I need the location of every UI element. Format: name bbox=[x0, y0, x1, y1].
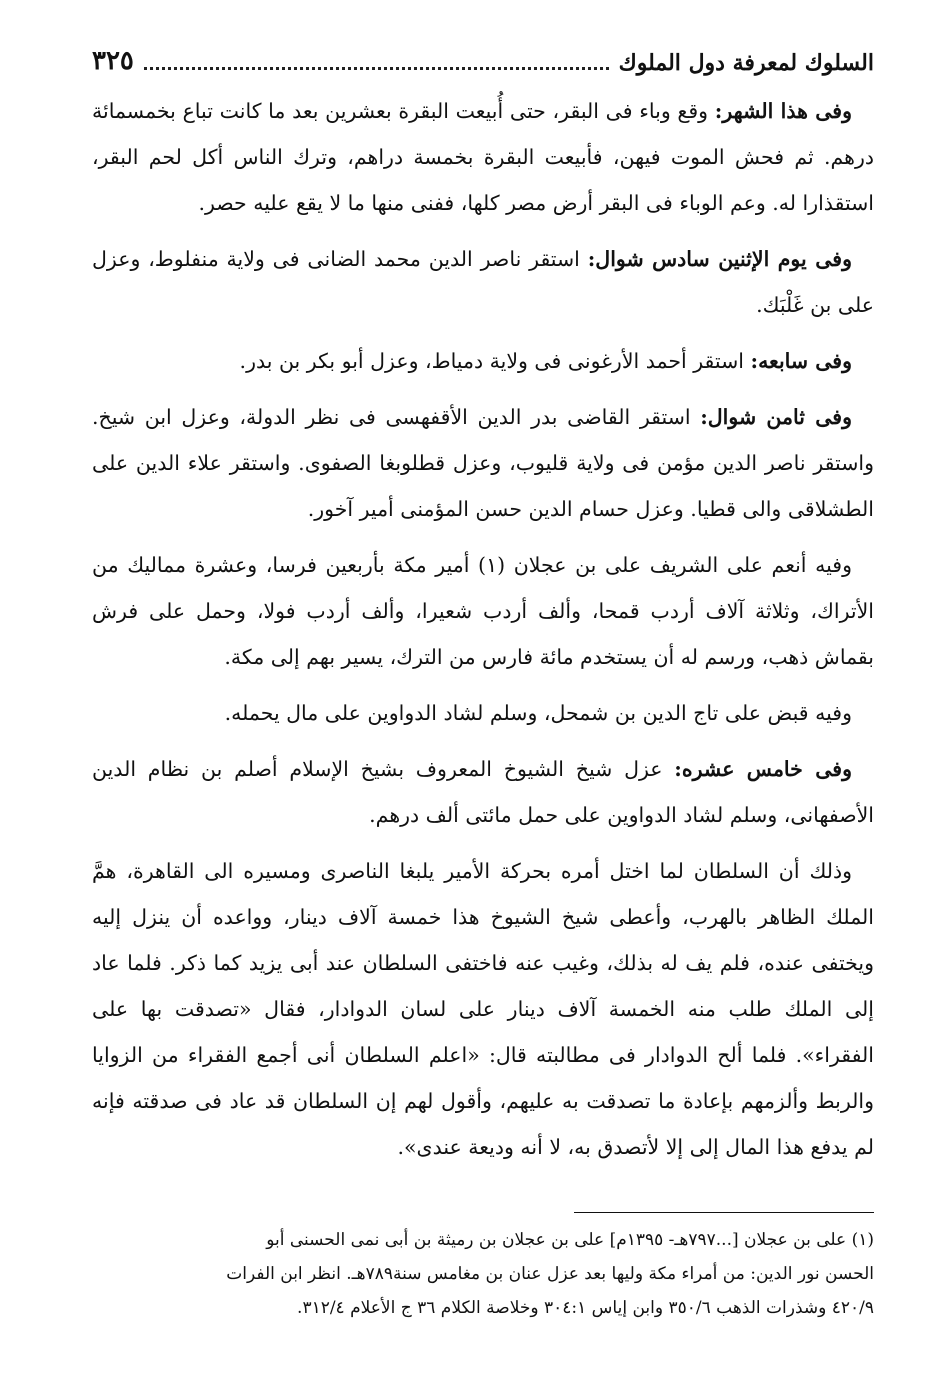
paragraph-text: استقر القاضى بدر الدين الأقفهسى فى نظر الدولة، وعزل ابن شيخ. واستقر ناصر الدين مؤمن فى ولاية قليوب، وعزل قطلوبغا الصفوى. واستقر علاء الدين على الطشلاقى والى قطيا. وعزل حسام الدين حسن المؤمنى أمير آخور. bbox=[92, 405, 874, 521]
paragraph-lead: وفى خامس عشره: bbox=[674, 757, 853, 781]
paragraph-text: استقر أحمد الأرغونى فى ولاية دمياط، وعزل أبو بكر بن بدر. bbox=[239, 349, 751, 373]
paragraph-lead: وفى ثامن شوال: bbox=[700, 405, 852, 429]
paragraph-lead: وفى يوم الإثنين سادس شوال: bbox=[587, 247, 852, 271]
paragraph-text: وفيه قبض على تاج الدين بن شمحل، وسلم لشاد الدواوين على مال يحمله. bbox=[224, 701, 852, 725]
footnote bbox=[92, 1223, 874, 1325]
paragraph-text: وقع وباء فى البقر، حتى أُبيعت البقرة بعشرين بعد ما كانت تباع بخمسمائة درهم. ثم فحش الموت فيهن، فأبيعت البقرة بخمسة دراهم، وترك الناس أكل لحم البقر، استقذارا له. وعم الوباء فى البقر أرض مصر كلها، ففنى منها ما لا يقع عليه حصر. bbox=[92, 99, 874, 215]
paragraph bbox=[92, 690, 874, 736]
paragraph-text: استقر ناصر الدين محمد الضانى فى ولاية منفلوط، وعزل على بن غَلْبَك. bbox=[92, 247, 874, 317]
paragraph bbox=[92, 236, 874, 328]
paragraph bbox=[92, 746, 874, 838]
paragraph-lead: وفى هذا الشهر: bbox=[714, 99, 852, 123]
footnotes bbox=[92, 1223, 874, 1325]
paragraph-text: وفيه أنعم على الشريف على بن عجلان (١) أمير مكة بأربعين فرسا، وعشرة مماليك من الأتراك، وثلاثة آلاف أردب قمحا، وألف أردب شعيرا، وألف أردب فولا، وحمل على فرش بقماش ذهب، ورسم له أن يستخدم مائة فارس من الترك، يسير بهم إلى مكة. bbox=[92, 553, 874, 669]
footnote-separator bbox=[574, 1212, 874, 1213]
paragraph-lead: وفى سابعه: bbox=[750, 349, 852, 373]
footnote-line: الحسن نور الدين: من أمراء مكة وليها بعد عزل عنان بن مغامس سنة٧٨٩هـ. انظر ابن الفرات bbox=[226, 1264, 874, 1284]
footnote-line: ٤٢٠/٩ وشذرات الذهب ٣٥٠/٦ وابن إياس ٣٠٤:١ وخلاصة الكلام ٣٦ ج الأعلام ٣١٢/٤. bbox=[297, 1298, 874, 1318]
paragraph bbox=[92, 848, 874, 1170]
paragraph bbox=[92, 394, 874, 532]
book-title: السلوك لمعرفة دول الملوك bbox=[618, 50, 874, 76]
paragraph-text: وذلك أن السلطان لما اختل أمره بحركة الأمير يلبغا الناصرى ومسيره الى القاهرة، همَّ الملك الظاهر بالهرب، وأعطى شيخ الشيوخ هذا خمسة آلاف دينار، وواعده أن ينزل إليه ويختفى عنده، فلم يف له بذلك، وغيب عنه فاختفى السلطان عند أبى يزيد كما ذكر. فلما عاد إلى الملك طلب منه الخمسة آلاف دينار على لسان الدوادار، فقال «تصدقت بها على الفقراء». فلما ألح الدوادار فى مطالبته قال: «اعلم السلطان أنى أجمع الفقراء من الزوايا والربط وألزمهم بإعادة ما تصدقت به عليهم، وأقول لهم إن السلطان قد عاد فى صدقته فإنه لم يدفع هذا المال إلى إلا لأتصدق به، لا أنه وديعة عندى». bbox=[92, 859, 874, 1159]
main-text bbox=[92, 88, 874, 1170]
paragraph-text: عزل شيخ الشيوخ المعروف بشيخ الإسلام أصلم بن نظام الدين الأصفهانى، وسلم لشاد الدواوين على حمل مائتى ألف درهم. bbox=[92, 757, 874, 827]
paragraph bbox=[92, 542, 874, 680]
running-header bbox=[92, 28, 874, 80]
footnote-line: (١) على بن عجلان [...٧٩٧هـ- ١٣٩٥م] على بن عجلان بن رميثة بن أبى نمى الحسنى أبو bbox=[266, 1230, 874, 1250]
paragraph bbox=[92, 88, 874, 226]
leader-dots bbox=[144, 67, 609, 70]
book-page bbox=[92, 28, 874, 1358]
paragraph bbox=[92, 338, 874, 384]
page-number: ٣٢٥ bbox=[92, 46, 134, 76]
